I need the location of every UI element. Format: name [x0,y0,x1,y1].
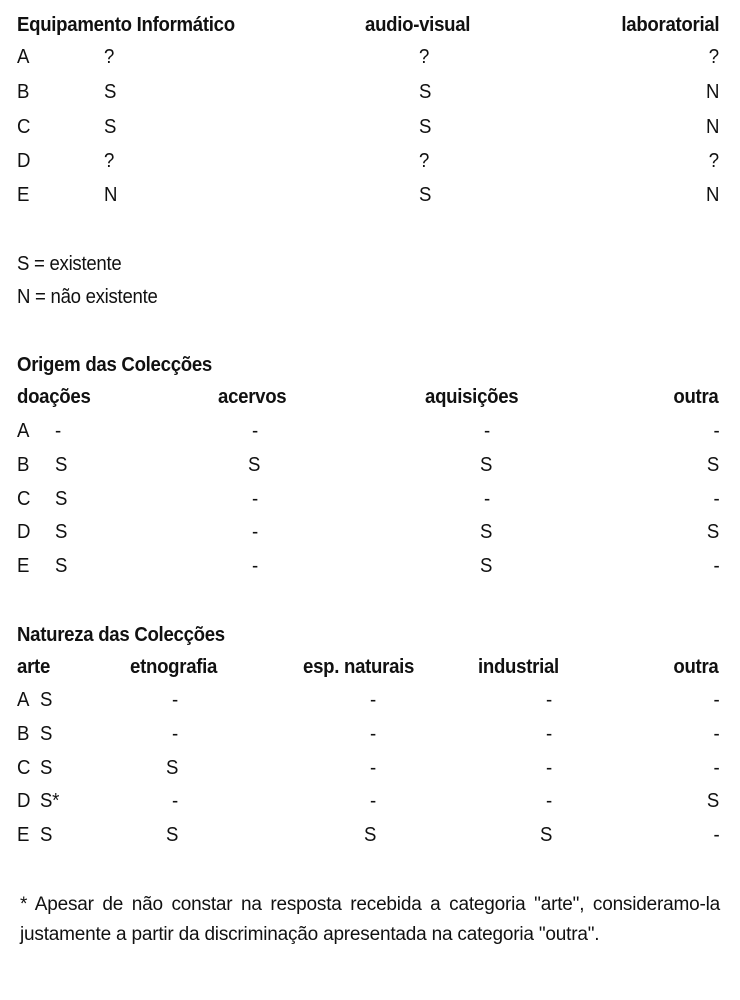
cell-arte: S [40,689,53,711]
cell-outra: - [713,824,719,846]
cell-outra: - [713,757,719,779]
origem-header-acervos: acervos [218,386,287,408]
cell-industrial: - [546,757,552,779]
cell-informatico: S [104,116,117,138]
cell-acervos: - [252,420,258,442]
cell-industrial: S [540,824,553,846]
cell-laboratorial: ? [708,46,719,68]
cell-outra: S [706,454,719,476]
natureza-header-outra: outra [673,656,719,678]
cell-doacoes: S [55,521,68,543]
natureza-header-etnografia: etnografia [130,656,218,678]
row-letter: B [17,454,30,476]
row-letter: D [17,150,31,172]
row-letter: E [17,184,30,206]
cell-naturais: - [370,757,376,779]
cell-laboratorial: ? [708,150,719,172]
natureza-title: Natureza das Colecções [17,624,225,646]
natureza-header-arte: arte [17,656,51,678]
cell-outra: - [713,420,719,442]
cell-aquisicoes: - [484,420,490,442]
origem-header-doacoes: doações [17,386,91,408]
cell-doacoes: - [55,420,61,442]
row-letter: A [17,689,30,711]
cell-industrial: - [546,790,552,812]
cell-outra: - [713,689,719,711]
row-letter: A [17,46,30,68]
origem-header-aquisicoes: aquisições [425,386,519,408]
cell-etnografia: S [166,824,179,846]
row-letter: B [17,81,30,103]
footnote [20,890,720,950]
legend-nao-existente: N = não existente [17,286,158,308]
cell-naturais: - [370,689,376,711]
row-letter: C [17,757,31,779]
cell-acervos: S [248,454,261,476]
origem-title: Origem das Colecções [17,354,212,376]
cell-etnografia: S [166,757,179,779]
cell-laboratorial: N [705,184,719,206]
cell-naturais: - [370,790,376,812]
cell-informatico: S [104,81,117,103]
row-letter: C [17,116,31,138]
cell-outra: - [713,488,719,510]
cell-doacoes: S [55,555,68,577]
cell-laboratorial: N [705,81,719,103]
row-letter: D [17,790,31,812]
row-letter: E [17,555,30,577]
row-letter: A [17,420,30,442]
cell-audiovisual: S [419,184,432,206]
cell-informatico: N [104,184,118,206]
cell-industrial: - [546,723,552,745]
equipamento-header-audiovisual: audio-visual [365,14,471,36]
cell-outra: - [713,723,719,745]
row-letter: E [17,824,30,846]
cell-arte: S* [40,790,60,812]
cell-naturais: S [364,824,377,846]
origem-header-outra: outra [673,386,719,408]
cell-aquisicoes: S [480,454,493,476]
natureza-header-naturais: esp. naturais [303,656,415,678]
row-letter: C [17,488,31,510]
cell-audiovisual: S [419,116,432,138]
cell-audiovisual: S [419,81,432,103]
cell-informatico: ? [104,46,115,68]
cell-aquisicoes: S [480,555,493,577]
cell-doacoes: S [55,488,68,510]
cell-acervos: - [252,521,258,543]
footnote-text: * Apesar de não constar na resposta recebida a categoria "arte", consideramo-la justamente a partir da discriminação apresentada na categoria "outra". [20,894,720,945]
cell-aquisicoes: - [484,488,490,510]
cell-informatico: ? [104,150,115,172]
cell-arte: S [40,824,53,846]
equipamento-header-laboratorial: laboratorial [621,14,719,36]
cell-arte: S [40,757,53,779]
cell-doacoes: S [55,454,68,476]
cell-audiovisual: ? [419,46,430,68]
legend-existente: S = existente [17,253,122,275]
cell-arte: S [40,723,53,745]
row-letter: D [17,521,31,543]
cell-audiovisual: ? [419,150,430,172]
cell-laboratorial: N [705,116,719,138]
cell-etnografia: - [172,723,178,745]
cell-outra: - [713,555,719,577]
equipamento-header-informatico: Equipamento Informático [17,14,235,36]
cell-outra: S [706,790,719,812]
cell-aquisicoes: S [480,521,493,543]
row-letter: B [17,723,30,745]
cell-acervos: - [252,488,258,510]
cell-acervos: - [252,555,258,577]
natureza-header-industrial: industrial [478,656,559,678]
cell-etnografia: - [172,689,178,711]
cell-etnografia: - [172,790,178,812]
cell-outra: S [706,521,719,543]
cell-naturais: - [370,723,376,745]
cell-industrial: - [546,689,552,711]
